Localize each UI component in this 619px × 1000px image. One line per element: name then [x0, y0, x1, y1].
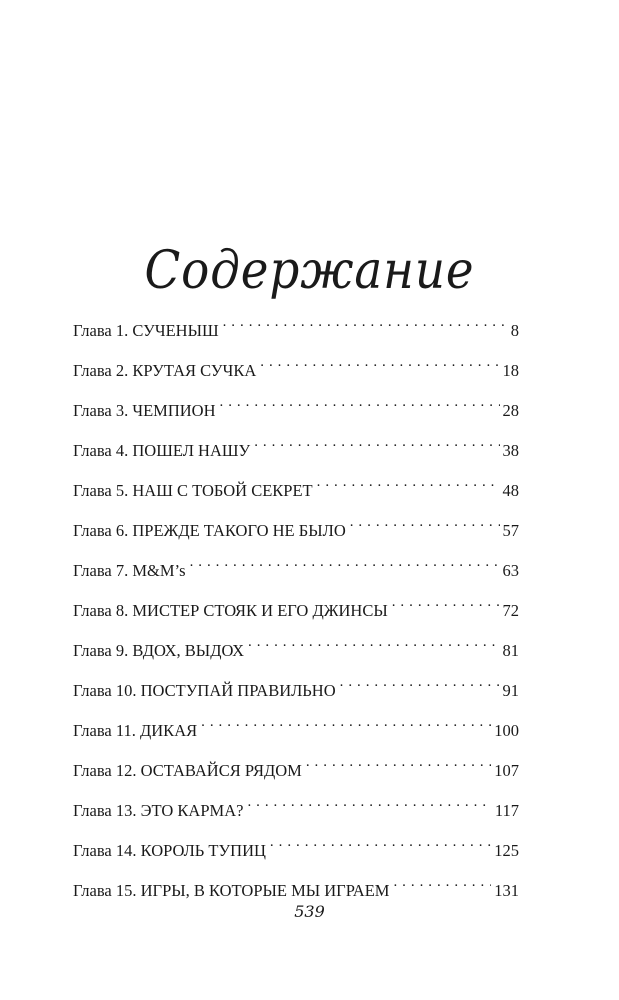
toc-chapter-title: Глава 5. НАШ С ТОБОЙ СЕКРЕТ — [73, 481, 313, 500]
toc-entry — [73, 468, 519, 508]
toc-page-number: 18 — [502, 361, 519, 380]
toc-dot-leader — [393, 868, 491, 896]
page-number: 539 — [294, 902, 325, 921]
toc-dot-leader — [306, 748, 491, 776]
toc-dot-leader — [270, 828, 491, 856]
toc-chapter-title: Глава 6. ПРЕЖДЕ ТАКОГО НЕ БЫЛО — [73, 521, 346, 540]
toc-chapter-title: Глава 1. СУЧЕНЫШ — [73, 321, 219, 340]
page-title: Содержание — [144, 240, 475, 301]
toc-dot-leader — [340, 668, 500, 696]
toc-entry — [73, 388, 519, 428]
toc-dot-leader — [392, 588, 500, 616]
toc-entry — [73, 348, 519, 388]
toc-chapter-title: Глава 15. ИГРЫ, В КОТОРЫЕ МЫ ИГРАЕМ — [73, 881, 390, 900]
toc-chapter-title: Глава 13. ЭТО КАРМА? — [73, 801, 244, 820]
toc-dot-leader — [190, 548, 500, 576]
toc-page-number: 107 — [494, 761, 519, 780]
toc-dot-leader — [260, 348, 499, 376]
toc-page-number: 57 — [502, 521, 519, 540]
toc-entry — [73, 548, 519, 588]
toc-page-number: 131 — [494, 881, 519, 900]
toc-page-number: 28 — [502, 401, 519, 420]
toc-chapter-title: Глава 9. ВДОХ, ВЫДОХ — [73, 641, 244, 660]
toc-entry — [73, 668, 519, 708]
toc-chapter-title: Глава 14. КОРОЛЬ ТУПИЦ — [73, 841, 266, 860]
toc-dot-leader — [247, 788, 491, 816]
table-of-contents — [73, 308, 519, 908]
toc-entry — [73, 748, 519, 788]
toc-entry — [73, 788, 519, 828]
toc-chapter-title: Глава 3. ЧЕМПИОН — [73, 401, 216, 420]
toc-page-number: 91 — [502, 681, 519, 700]
toc-entry — [73, 588, 519, 628]
toc-page-number: 72 — [502, 601, 519, 620]
toc-entry — [73, 628, 519, 668]
toc-chapter-title: Глава 12. ОСТАВАЙСЯ РЯДОМ — [73, 761, 302, 780]
toc-entry — [73, 428, 519, 468]
toc-page-number: 63 — [502, 561, 519, 580]
toc-dot-leader — [350, 508, 500, 536]
toc-dot-leader — [201, 708, 491, 736]
toc-dot-leader — [223, 308, 508, 336]
toc-chapter-title: Глава 10. ПОСТУПАЙ ПРАВИЛЬНО — [73, 681, 336, 700]
toc-entry — [73, 828, 519, 868]
toc-page-number: 48 — [502, 481, 519, 500]
toc-page-number: 81 — [502, 641, 519, 660]
toc-dot-leader — [248, 628, 500, 656]
toc-page-number: 38 — [502, 441, 519, 460]
toc-chapter-title: Глава 8. МИСТЕР СТОЯК И ЕГО ДЖИНСЫ — [73, 601, 388, 620]
toc-chapter-title: Глава 11. ДИКАЯ — [73, 721, 198, 740]
toc-chapter-title: Глава 7. M&M’s — [73, 561, 186, 580]
toc-page-number: 125 — [494, 841, 519, 860]
toc-chapter-title: Глава 2. КРУТАЯ СУЧКА — [73, 361, 257, 380]
toc-entry — [73, 308, 519, 348]
toc-dot-leader — [220, 388, 500, 416]
toc-entry — [73, 508, 519, 548]
toc-chapter-title: Глава 4. ПОШЕЛ НАШУ — [73, 441, 251, 460]
toc-entry — [73, 708, 519, 748]
toc-page-number: 117 — [494, 801, 519, 820]
toc-page-number: 8 — [510, 321, 519, 340]
toc-page-number: 100 — [494, 721, 519, 740]
toc-dot-leader — [317, 468, 500, 496]
toc-dot-leader — [254, 428, 499, 456]
